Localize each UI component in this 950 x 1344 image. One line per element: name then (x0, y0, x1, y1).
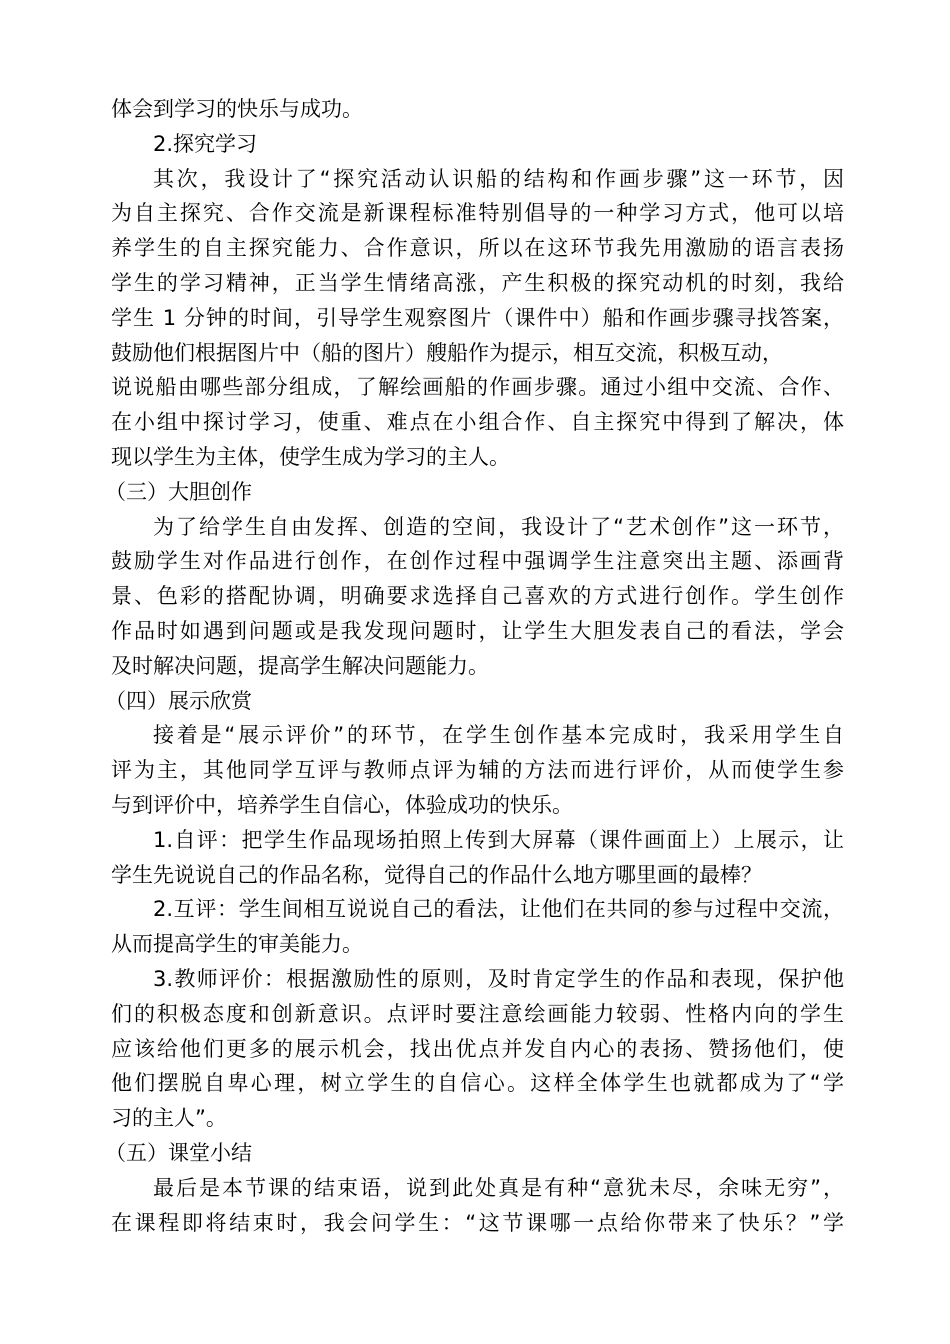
text-line: 应该给他们更多的展示机会，找出优点并发自内心的表扬、赞扬他们，使 (111, 1036, 844, 1061)
document-body (105, 92, 844, 1240)
text-line: 养学生的自主探究能力、合作意识，所以在这环节我先用激励的语言表扬 (111, 236, 844, 261)
text-line: 接着是“展示评价”的环节，在学生创作基本完成时，我采用学生自 (153, 723, 844, 748)
text-line: 3.教师评价：根据激励性的原则，及时肯定学生的作品和表现，保护他 (153, 966, 844, 991)
text-line: 学生先说说自己的作品名称，觉得自己的作品什么地方哪里画的最棒？ (111, 862, 762, 887)
text-line: 为自主探究、合作交流是新课程标准特别倡导的一种学习方式，他可以培 (111, 201, 844, 226)
text-line: 说说船由哪些部分组成，了解绘画船的作画步骤。通过小组中交流、合作、 (111, 375, 844, 400)
section-heading: （五）课堂小结 (105, 1140, 252, 1165)
text-line: 与到评价中，培养学生自信心，体验成功的快乐。 (111, 792, 573, 817)
section-heading: （四）展示欣赏 (105, 688, 252, 713)
text-line: 在课程即将结束时，我会问学生：“这节课哪一点给你带来了快乐？”学 (111, 1210, 844, 1235)
text-line: 评为主，其他同学互评与教师点评为辅的方法而进行评价，从而使学生参 (111, 758, 844, 783)
text-line: 景、色彩的搭配协调，明确要求选择自己喜欢的方式进行创作。学生创作 (111, 584, 844, 609)
text-line: 鼓励他们根据图片中（船的图片）艘船作为提示，相互交流，积极互动， (111, 340, 783, 365)
text-line: 们的积极态度和创新意识。点评时要注意绘画能力较弱、性格内向的学生 (111, 1001, 844, 1026)
text-line: 为了给学生自由发挥、创造的空间，我设计了“艺术创作”这一环节， (153, 514, 844, 539)
text-line: 习的主人”。 (111, 1106, 227, 1131)
section-subheading: 2.探究学习 (153, 131, 258, 156)
text-line: 学生 1 分钟的时间，引导学生观察图片（课件中）船和作画步骤寻找答案， (111, 305, 844, 330)
text-line: 及时解决问题，提高学生解决问题能力。 (111, 653, 489, 678)
section-heading: （三）大胆创作 (105, 479, 252, 504)
text-line: 作品时如遇到问题或是我发现问题时，让学生大胆发表自己的看法，学会 (111, 618, 844, 643)
text-line: 体会到学习的快乐与成功。 (111, 97, 363, 121)
text-line: 现以学生为主体，使学生成为学习的主人。 (111, 444, 510, 469)
text-line: 2.互评：学生间相互说说自己的看法，让他们在共同的参与过程中交流， (153, 897, 844, 922)
text-line: 他们摆脱自卑心理，树立学生的自信心。这样全体学生也就都成为了“学 (111, 1071, 844, 1096)
text-line: 其次，我设计了“探究活动认识船的结构和作画步骤”这一环节，因 (153, 166, 844, 191)
text-line: 从而提高学生的审美能力。 (111, 932, 363, 957)
text-line: 在小组中探讨学习，使重、难点在小组合作、自主探究中得到了解决，体 (111, 410, 844, 435)
text-line: 学生的学习精神，正当学生情绪高涨，产生积极的探究动机的时刻，我给 (111, 270, 844, 295)
text-line: 1.自评：把学生作品现场拍照上传到大屏幕（课件画面上）上展示，让 (153, 827, 844, 852)
text-line: 鼓励学生对作品进行创作，在创作过程中强调学生注意突出主题、添画背 (111, 549, 844, 574)
text-line: 最后是本节课的结束语，说到此处真是有种“意犹未尽，余味无穷”， (153, 1175, 844, 1200)
